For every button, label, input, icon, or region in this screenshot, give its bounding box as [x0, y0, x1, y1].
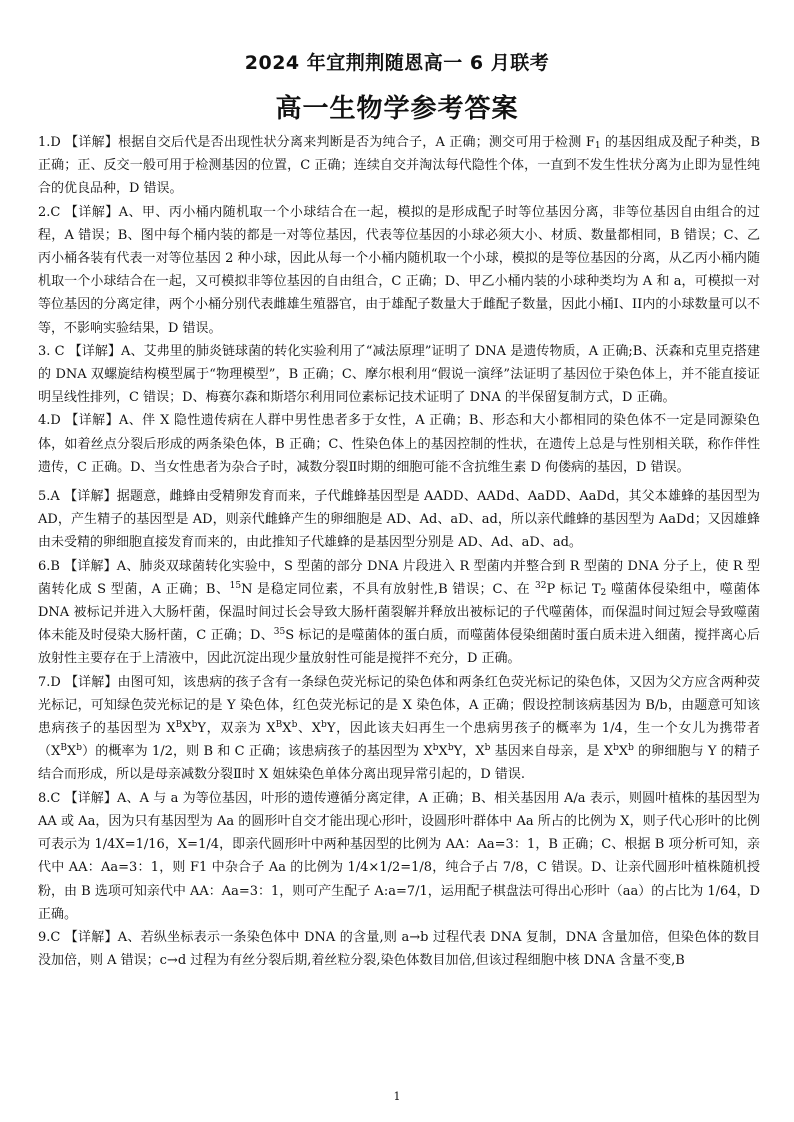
answer-text: X	[182, 721, 192, 737]
answer-item-5	[38, 485, 760, 555]
answer-text: Y，X	[453, 744, 485, 760]
superscript: b	[432, 743, 439, 754]
superscript: b	[291, 720, 298, 731]
superscript: b	[76, 743, 83, 754]
subscript: 2	[600, 587, 607, 598]
answer-text: 1.D 【详解】根据自交后代是否出现性状分离来判断是否为纯合子，A 正确；测交可用于检测 F	[38, 135, 595, 150]
answer-text: 、X	[297, 721, 322, 737]
answer-item-7	[38, 671, 760, 787]
answer-text: 6.B 【详解】A、肺炎双球菌转化实验中，S 型菌的部分 DNA 片段进入 R 型菌内并整合到 R 型菌的 DNA 分子上，使 R 型菌转化成 S 型菌，A 正确；B、	[38, 558, 760, 597]
superscript: B	[175, 720, 183, 731]
answer-item-6	[38, 555, 760, 671]
page-title: 高一生物学参考答案	[275, 94, 519, 124]
superscript: b	[321, 720, 327, 731]
superscript: 32	[535, 580, 547, 591]
superscript: B	[60, 743, 67, 754]
answer-text: 2.C 【详解】A、甲、丙小桶内随机取一个小球结合在一起，模拟的是形成配子时等位基因分离，非等位基因自由组合的过程，A 错误；B、图中每个桶内装的都是一对等位基因，代表等位基因的小球必须大小、材质、数量都相同，B 错误；C、乙丙小桶各装有代表一对等位基因 2 种小球，因此从每一个小桶内随机取一个小球，模拟的是等位基因的分离，从乙丙小桶内随机取一个小球结合在一起，又可模拟非等位基因的自由组合，C 正确；D、甲乙小桶内装的小球种类均为 A 和 a，可模拟一对等位基因的分离定律，两个小桶分别代表雌雄生殖器官，由于雄配子数量大于雌配子数量，因此小桶I、II内的小球数量可以不等，不影响实验结果，D 错误。	[38, 204, 760, 336]
answer-text: 的基因组成及配子种类，B 正确；正、反交一般可用于检测基因的位置，C 正确；连续自交并淘汰每代隐性个体，一直到不发生性状分离为止即为显性纯合的优良品种，D 错误。	[38, 135, 760, 197]
answer-text: N 是稳定同位素，不具有放射性,B 错误；C、在	[241, 581, 536, 597]
superscript: b	[613, 743, 619, 754]
answer-text: 8.C 【详解】A、A 与 a 为等位基因，叶形的遗传遵循分离定律，A 正确；B、相关基因用 A/a 表示，则圆叶植株的基因型为 AA 或 Aa，因为只有基因型为 Aa 的圆形叶自交才能出现心形叶，设圆形叶群体中 Aa 所占的比例为 X，则子代心形叶的比例可表示为 1/4X=1/16，X=1/4，即亲代圆形叶中两种基因型的比例为 AA：Aa=3：1，B 正确；C、根据 B 项分析可知，亲代中 AA：Aa=3：1，则 F1 中杂合子 Aa 的比例为 1/4×1/2=1/8，纯合子占 7/8，C 错误。D、让亲代圆形叶植株随机授粉，由 B 选项可知亲代中 AA：Aa=3：1，则可产生配子 A:a=7/1，运用配子棋盘法可得出心形叶（aa）的占比为 1/64，D 正确。	[38, 790, 761, 922]
answer-list	[38, 131, 760, 972]
answer-text: X	[67, 744, 77, 760]
superscript: 15	[229, 580, 242, 591]
answer-text: Y，双亲为 X	[197, 721, 276, 737]
answer-item-4	[38, 409, 760, 479]
answer-text: 4.D 【详解】A、伴 X 隐性遗传病在人群中男性患者多于女性，A 正确；B、形态和大小都相同的染色体不一定是同源染色体，如着丝点分裂后形成的两条染色体，B 正确；C、性染色体上的基因控制的性状，在遗传上总是与性别相关联，称作伴性遗传，C 正确。D、当女性患者为杂合子时，减数分裂Ⅱ时期的细胞可能不含抗维生素 D 佝偻病的基因，D 错误。	[38, 413, 760, 475]
answer-text: S 标记的是噬菌体的蛋白质，而噬菌体侵染细菌时蛋白质未进入细菌，搅拌离心后放射性主要存在于上清液中，因此沉淀出现少量放射性可能是搅拌不充分，D 正确。	[38, 628, 760, 667]
superscript: b	[628, 743, 634, 754]
answer-text: ）的概率为 1/2，则 B 和 C 正确；该患病孩子的基因型为 X	[82, 744, 433, 760]
page-number: 1	[393, 1090, 401, 1103]
answer-item-2	[38, 201, 760, 340]
superscript: b	[447, 743, 454, 754]
answer-item-9	[38, 926, 760, 972]
answer-text: X	[282, 721, 292, 737]
answer-text: 7.D 【详解】由图可知，该患病的孩子含有一条绿色荧光标记的染色体和两条红色荧光标记的染色体，又因为父方应含两种荧光标记，可知绿色荧光标记的是 Y 染色体，红色荧光标记的是 X 染色体，A 正确；假设控制该病基因为 B/b，由题意可知该患病孩子的基因型为 X	[38, 674, 760, 737]
answer-text: 3. C 【详解】A、艾弗里的肺炎链球菌的转化实验利用了“减法原理”证明了 DNA 是遗传物质，A 正确;B、沃森和克里克搭建的 DNA 双螺旋结构模型属于“物理模型”，B 正确；C、摩尔根利用“假说一演绎”法证明了基因位于染色体上，并不能直接证明呈线性排列，C 错误；D、梅赛尔森和斯塔尔利用同位素标记技术证明了 DNA 的半保留复制方式，D 正确。	[38, 343, 760, 406]
answer-text: Y，因此该夫妇再生一个患病男孩子的概率为 1/4，生一个女儿为携带者（X	[38, 721, 760, 760]
answer-text: P 标记 T	[546, 581, 601, 597]
answer-item-3	[38, 340, 760, 410]
answer-text: 基因来自母亲，是 X	[490, 744, 614, 760]
answer-item-8	[38, 787, 760, 926]
answer-text: X	[618, 744, 629, 760]
exam-title: 2024 年宜荆荆随恩高一 6 月联考	[244, 52, 550, 74]
answer-item-1	[38, 131, 760, 201]
superscript: b	[191, 720, 198, 731]
answer-text: 9.C 【详解】A、若纵坐标表示一条染色体中 DNA 的含量,则 a→b 过程代表 DNA 复制，DNA 含量加倍，但染色体的数目没加倍，则 A 错误；c→d 过程为有丝分裂后期,着丝粒分裂,染色体数目加倍,但该过程细胞中核 DNA 含量不变,B	[38, 929, 760, 969]
superscript: b	[484, 743, 491, 754]
answer-text: X	[438, 744, 448, 760]
answer-text: 的卵细胞与 Y 的精子结合而形成，所以是母亲减数分裂Ⅱ时 X 姐妹染色单体分离出现异常引起的，D 错误.	[38, 744, 760, 783]
superscript: 35	[273, 627, 286, 638]
answer-text: 噬菌体侵染组中，噬菌体 DNA 被标记并进入大肠杆菌，保温时间过长会导致大肠杆菌裂解并释放出被标记的子代噬菌体，而保温时间过短会导致噬菌体未能及时侵染大肠杆菌，C 正确；D、	[38, 581, 760, 644]
superscript: B	[275, 720, 283, 731]
answer-text: 5.A 【详解】据题意，雌蜂由受精卵发育而来，子代雌蜂基因型是 AADD、AADd、AaDD、AaDd，其父本雄蜂的基因型为 AD，产生精子的基因型是 AD，则亲代雌蜂产生的卵细胞是 AD、Ad、aD、ad，所以亲代雌蜂的基因型为 AaDd；又因雄蜂由未受精的卵细胞直接发育而来的，由此推知子代雄蜂的是基因型分别是 AD、Ad、aD、ad。	[38, 489, 760, 551]
subscript: 1	[594, 141, 601, 151]
